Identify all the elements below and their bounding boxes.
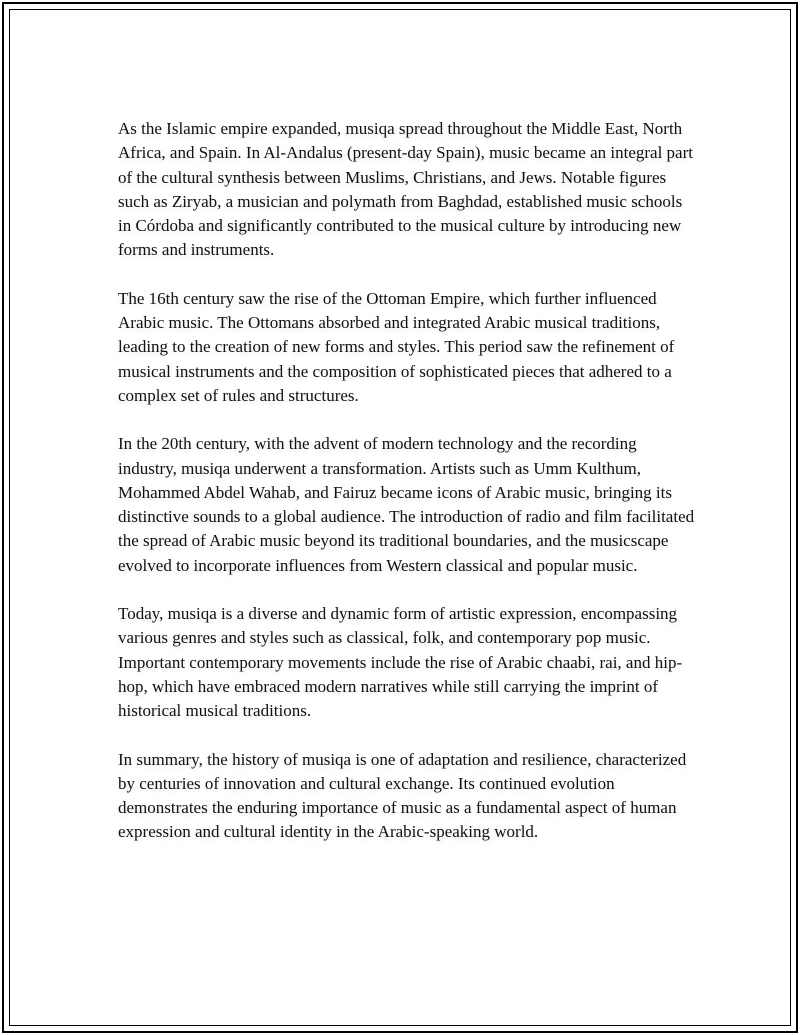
paragraph-today: Today, musiqa is a diverse and dynamic form of artistic expression, encompassing various genres and styles such as classical, folk, and contemporary pop music. Important contemporary movements include the rise of Arabic chaabi, rai, and hip-hop, which have embraced modern narratives while still carrying the imprint of historical musical traditions. [118,604,683,721]
paragraph-20th-century: In the 20th century, with the advent of modern technology and the recording industry, musiqa underwent a transformation. Artists such as Umm Kulthum, Mohammed Abdel Wahab, and Fairuz became icons of Arabic music, bringing its distinctive sounds to a global audience. The introduction of radio and film facilitated the spread of Arabic music beyond its traditional boundaries, and the musicscape evolved to incorporate influences from Western classical and popular music. [118,434,695,575]
paragraph-ottoman-empire: The 16th century saw the rise of the Ottoman Empire, which further influenced Arabic music. The Ottomans absorbed and integrated Arabic musical traditions, leading to the creation of new forms and styles. This period saw the refinement of musical instruments and the composition of sophisticated pieces that adhered to a complex set of rules and structures. [118,288,675,405]
paragraph-summary: In summary, the history of musiqa is one of adaptation and resilience, characterized by centuries of innovation and cultural exchange. Its continued evolution demonstrates the enduring importance of music as a fundamental aspect of human expression and cultural identity in the Arabic-speaking world. [118,749,687,842]
paragraph-islamic-expansion: As the Islamic empire expanded, musiqa spread throughout the Middle East, North Africa, and Spain. In Al-Andalus (present-day Spain), music became an integral part of the cultural synthesis between Muslims, Christians, and Jews. Notable figures such as Ziryab, a musician and polymath from Baghdad, established music schools in Córdoba and significantly contributed to the musical culture by introducing new forms and instruments. [118,119,693,260]
document-body [118,117,698,869]
